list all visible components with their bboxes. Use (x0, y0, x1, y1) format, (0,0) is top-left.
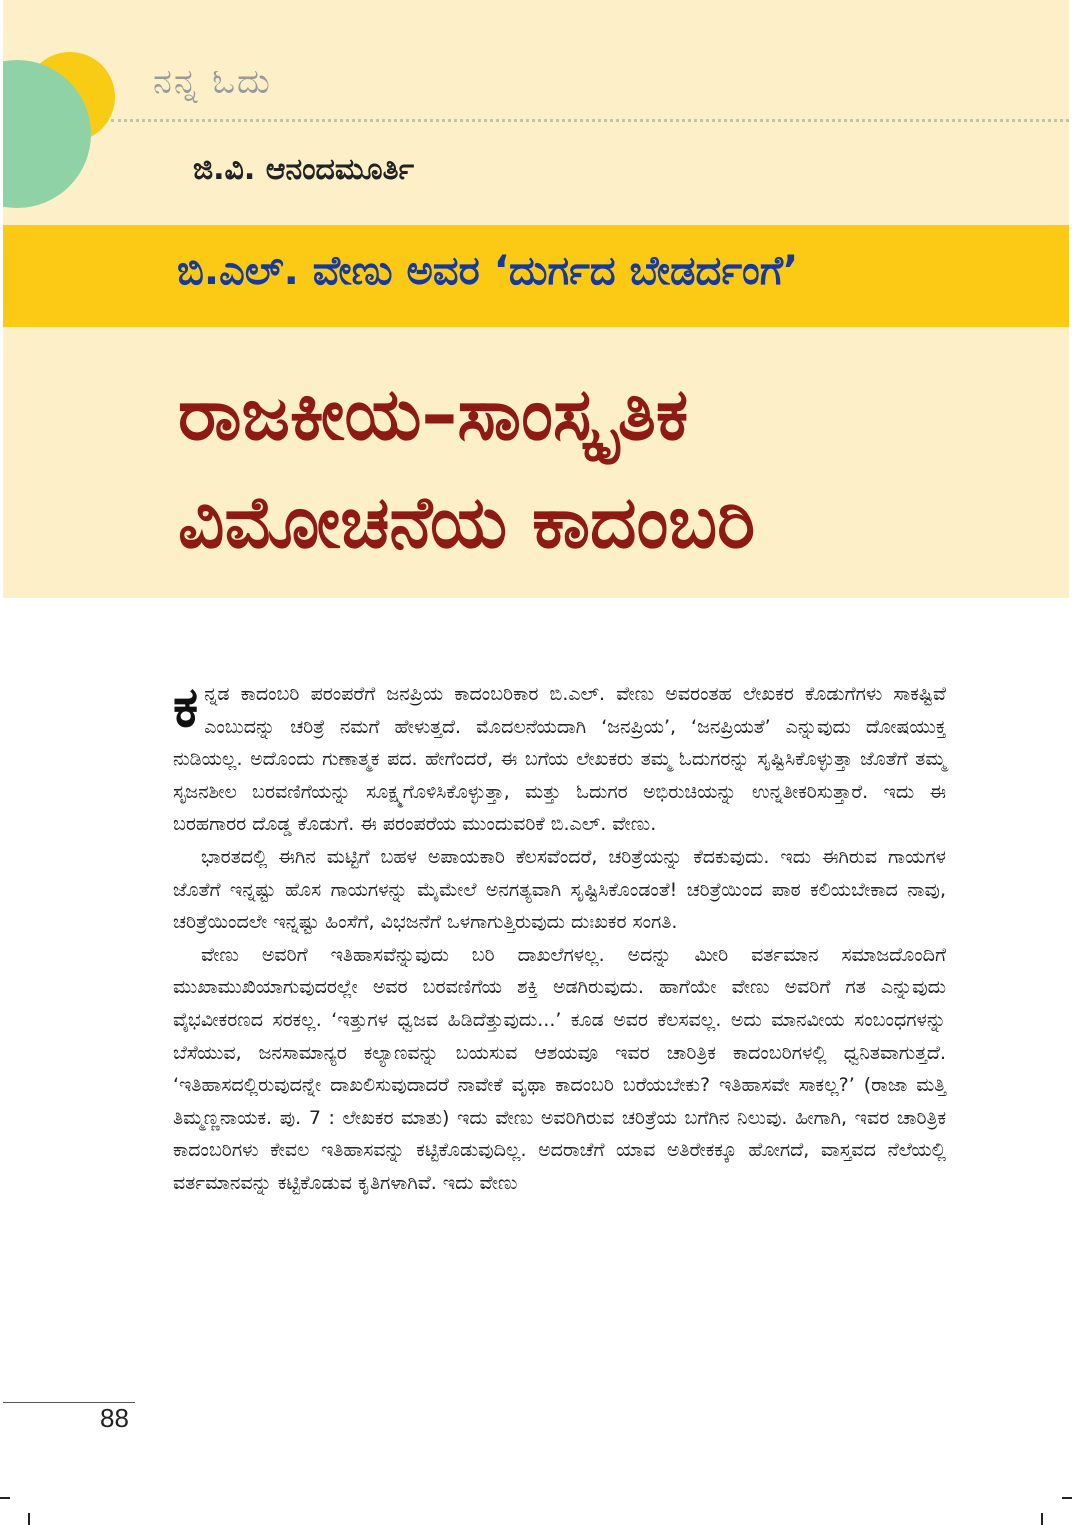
crop-mark (0, 1497, 10, 1499)
crop-mark (1062, 1497, 1072, 1499)
paragraph-3: ವೇಣು ಅವರಿಗೆ ಇತಿಹಾಸವೆನ್ನುವುದು ಬರಿ ದಾಖಲೆಗಳಲ್ಲ. ಅದನ್ನು ಮೀರಿ ವರ್ತಮಾನ ಸಮಾಜದೊಂದಿಗೆ ಮುಖಾಮುಖಿಯಾಗುವುದರಲ್ಲೇ ಅವರ ಬರವಣಿಗೆಯ ಶಕ್ತಿ ಅಡಗಿರುವುದು. ಹಾಗೆಯೇ ವೇಣು ಅವರಿಗೆ ಗತ ಎನ್ನುವುದು ವೈಭವೀಕರಣದ ಸರಕಲ್ಲ. ‘ಇತ್ತುಗಳ ಧ್ವಜವ ಹಿಡಿದೆತ್ತುವುದು...’ ಕೂಡ ಅವರ ಕೆಲಸವಲ್ಲ. ಅದು ಮಾನವೀಯ ಸಂಬಂಧಗಳನ್ನು ಬೆಸೆಯುವ, ಜನಸಾಮಾನ್ಯರ ಕಲ್ಯಾಣವನ್ನು ಬಯಸುವ ಆಶಯವೂ ಇವರ ಚಾರಿತ್ರಿಕ ಕಾದಂಬರಿಗಳಲ್ಲಿ ಧ್ವನಿತವಾಗುತ್ತದೆ. ‘ಇತಿಹಾಸದಲ್ಲಿರುವುದನ್ನೇ ದಾಖಲಿಸುವುದಾದರೆ ನಾವೇಕೆ ವೃಥಾ ಕಾದಂಬರಿ ಬರೆಯಬೇಕು? ಇತಿಹಾಸವೇ ಸಾಕಲ್ಲ?’ (ರಾಜಾ ಮತ್ತಿ ತಿಮ್ಮಣ್ಣನಾಯಕ. ಪು. 7 : ಲೇಖಕರ ಮಾತು) ಇದು ವೇಣು ಅವರಿಗಿರುವ ಚರಿತ್ರೆಯ ಬಗೆಗಿನ ನಿಲುವು. ಹೀಗಾಗಿ, ಇವರ ಚಾರಿತ್ರಿಕ ಕಾದಂಬರಿಗಳು ಕೇವಲ ಇತಿಹಾಸವನ್ನು ಕಟ್ಟಿಕೊಡುವುದಿಲ್ಲ. ಅದರಾಚೆಗೆ ಯಾವ ಅತಿರೇಕಕ್ಕೂ ಹೋಗದೆ, ವಾಸ್ತವದ ನೆಲೆಯಲ್ಲಿ ವರ್ತಮಾನವನ್ನು ಕಟ್ಟಿಕೊಡುವ ಕೃತಿಗಳಾಗಿವೆ. ಇದು ವೇಣು (173, 943, 946, 1194)
paragraph-1 (173, 675, 946, 841)
article-body (173, 675, 946, 1200)
author-name: ಜಿ.ವಿ. ಆನಂದಮೂರ್ತಿ (193, 152, 415, 187)
title-line-1: ರಾಜಕೀಯ–ಸಾಂಸ್ಕೃತಿಕ (178, 372, 689, 456)
section-label: ನನ್ನ ಓದು (153, 62, 272, 102)
crop-mark (1041, 1513, 1043, 1525)
article-header (3, 0, 1069, 598)
dotted-divider (111, 119, 1069, 122)
title-line-2: ವಿಮೋಚನೆಯ ಕಾದಂಬರಿ (178, 480, 756, 564)
page-number: 88 (100, 1403, 129, 1433)
article-subtitle: ಬಿ.ಎಲ್. ವೇಣು ಅವರ ‘ದುರ್ಗದ ಬೇಡರ್ದಂಗೆ’ (177, 248, 799, 294)
crop-mark (28, 1513, 30, 1525)
drop-cap: ಕ (173, 675, 199, 740)
paragraph-1-text: ನ್ನಡ ಕಾದಂಬರಿ ಪರಂಪರೆಗೆ ಜನಪ್ರಿಯ ಕಾದಂಬರಿಕಾರ ಬಿ.ಎಲ್. ವೇಣು ಅವರಂತಹ ಲೇಖಕರ ಕೊಡುಗೆಗಳು ಸಾಕಷ್ಟಿವೆ ಎಂಬುದನ್ನು ಚರಿತ್ರೆ ನಮಗೆ ಹೇಳುತ್ತದೆ. ಮೊದಲನೆಯದಾಗಿ ‘ಜನಪ್ರಿಯ’, ‘ಜನಪ್ರಿಯತೆ’ ಎನ್ನುವುದು ದೋಷಯುಕ್ತ ನುಡಿಯಲ್ಲ. ಅದೊಂದು ಗುಣಾತ್ಮಕ ಪದ. ಹೇಗೆಂದರೆ, ಈ ಬಗೆಯ ಲೇಖಕರು ತಮ್ಮ ಓದುಗರನ್ನು ಸೃಷ್ಟಿಸಿಕೊಳ್ಳುತ್ತಾ ಜೊತೆಗೆ ತಮ್ಮ ಸೃಜನಶೀಲ ಬರವಣಿಗೆಯನ್ನು ಸೂಕ್ಷ್ಮಗೊಳಿಸಿಕೊಳ್ಳುತ್ತಾ, ಮತ್ತು ಓದುಗರ ಅಭಿರುಚಿಯನ್ನು ಉನ್ನತೀಕರಿಸುತ್ತಾರೆ. ಇದು ಈ ಬರಹಗಾರರ ದೊಡ್ಡ ಕೊಡುಗೆ. ಈ ಪರಂಪರೆಯ ಮುಂದುವರಿಕೆ ಬಿ.ಎಲ್. ವೇಣು. (173, 683, 946, 836)
article-title (178, 360, 1038, 576)
paragraph-2: ಭಾರತದಲ್ಲಿ ಈಗಿನ ಮಟ್ಟಿಗೆ ಬಹಳ ಅಪಾಯಕಾರಿ ಕೆಲಸವೆಂದರೆ, ಚರಿತ್ರೆಯನ್ನು ಕೆದಕುವುದು. ಇದು ಈಗಿರುವ ಗಾಯಗಳ ಜೊತೆಗೆ ಇನ್ನಷ್ಟು ಹೊಸ ಗಾಯಗಳನ್ನು ಮೈಮೇಲೆ ಅನಗತ್ಯವಾಗಿ ಸೃಷ್ಟಿಸಿಕೊಂಡಂತೆ! ಚರಿತ್ರೆಯಿಂದ ಪಾಠ ಕಲಿಯಬೇಕಾದ ನಾವು, ಚರಿತ್ರೆಯಿಂದಲೇ ಇನ್ನಷ್ಟು ಹಿಂಸೆಗೆ, ವಿಭಜನೆಗೆ ಒಳಗಾಗುತ್ತಿರುವುದು ದುಃಖಕರ ಸಂಗತಿ. (173, 845, 946, 934)
